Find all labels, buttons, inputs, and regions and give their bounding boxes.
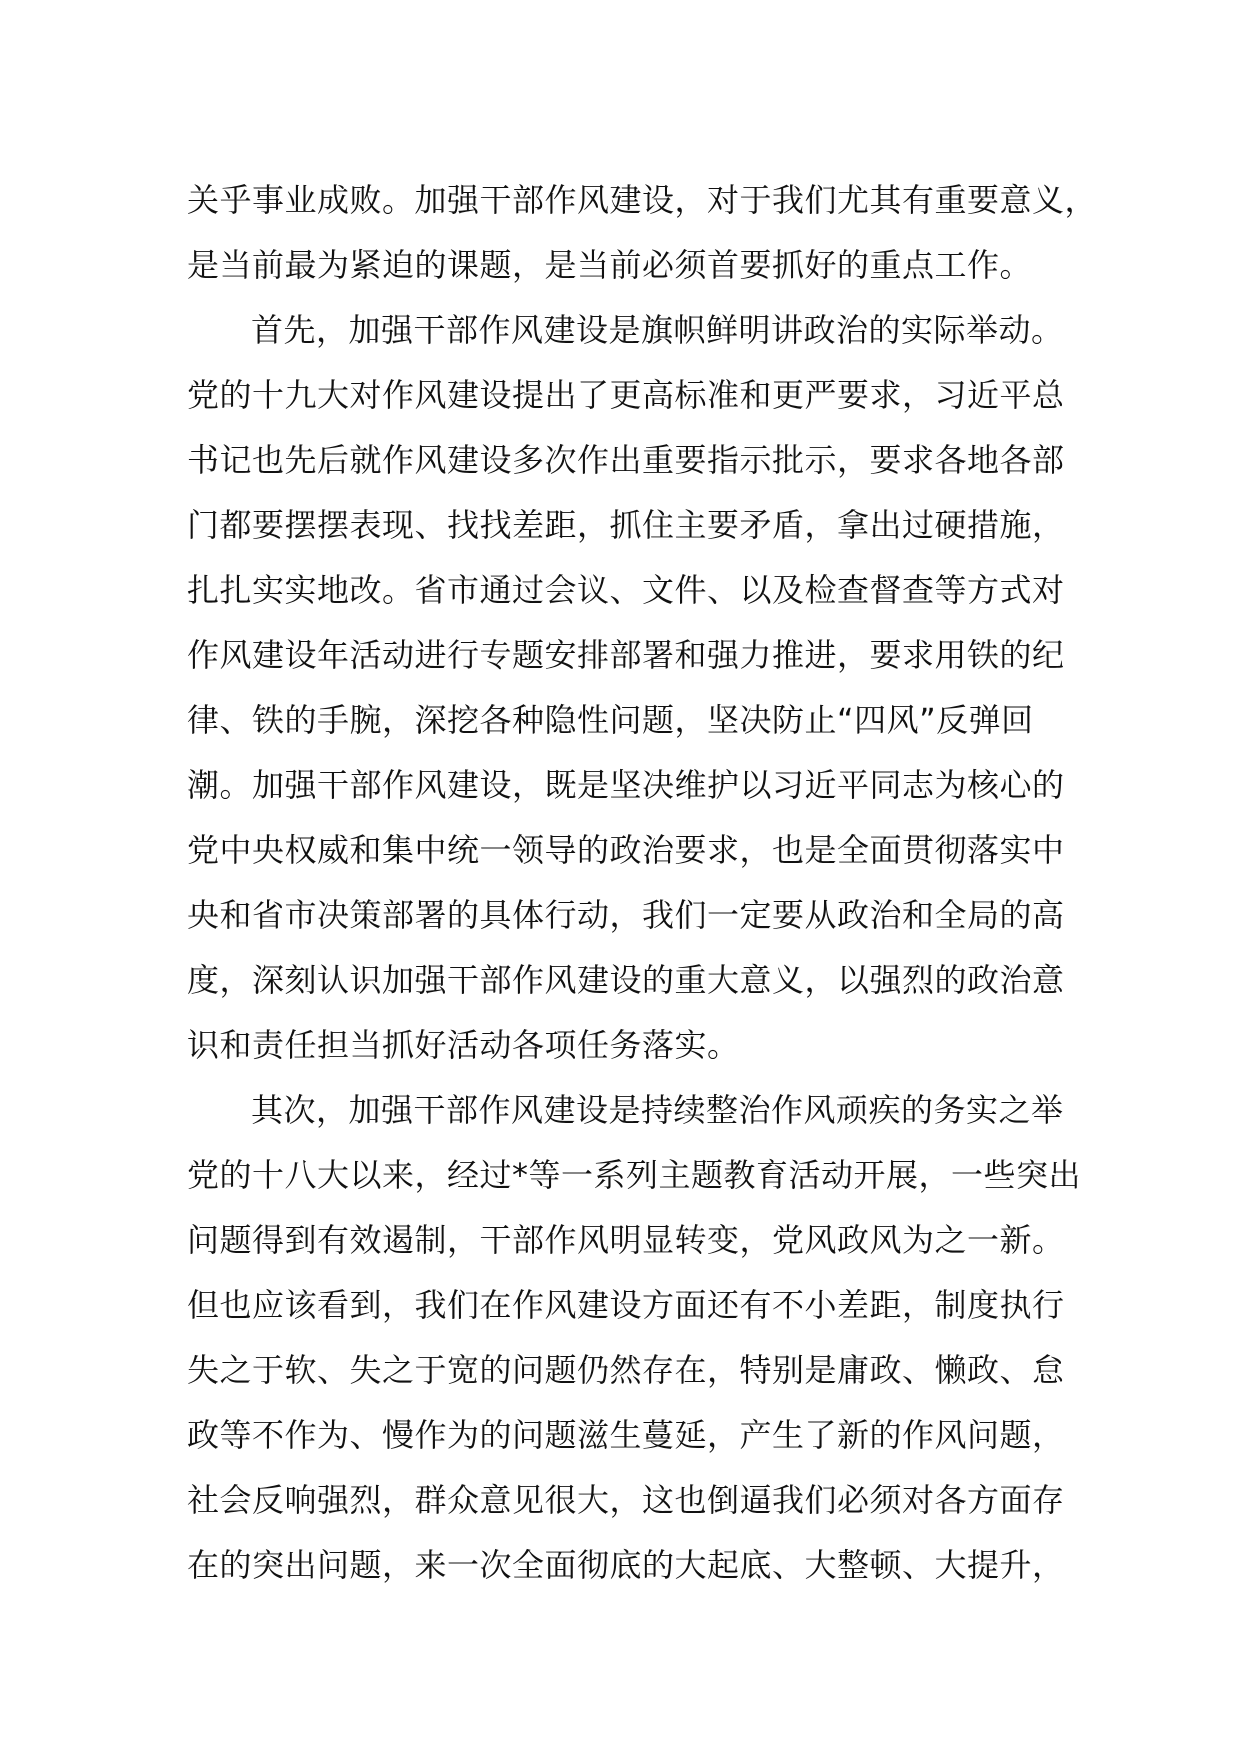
text-line: 失之于软、失之于宽的问题仍然存在，特别是庸政、懒政、怠 <box>187 1351 1065 1389</box>
text-line: 书记也先后就作风建设多次作出重要指示批示，要求各地各部 <box>187 441 1065 479</box>
text-line: 律、铁的手腕，深挖各种隐性问题，坚决防止“四风”反弹回 <box>187 701 1034 739</box>
text-line: 党中央权威和集中统一领导的政治要求，也是全面贯彻落实中 <box>187 831 1065 869</box>
text-line: 潮。加强干部作风建设，既是坚决维护以习近平同志为核心的 <box>187 766 1065 804</box>
text-line: 识和责任担当抓好活动各项任务落实。 <box>187 1026 740 1064</box>
text-line: 政等不作为、慢作为的问题滋生蔓延，产生了新的作风问题， <box>187 1416 1065 1454</box>
text-line: 在的突出问题，来一次全面彻底的大起底、大整顿、大提升， <box>187 1546 1065 1584</box>
text-line: 问题得到有效遏制，干部作风明显转变，党风政风为之一新。 <box>187 1221 1065 1259</box>
document-body <box>187 168 1098 1598</box>
text-line: 关乎事业成败。加强干部作风建设，对于我们尤其有重要意义， <box>187 181 1098 219</box>
text-line: 门都要摆摆表现、找找差距，抓住主要矛盾，拿出过硬措施， <box>187 506 1065 544</box>
text-line: 度，深刻认识加强干部作风建设的重大意义，以强烈的政治意 <box>187 961 1065 999</box>
paragraph-first-line: 首先，加强干部作风建设是旗帜鲜明讲政治的实际举动。 <box>251 311 1064 349</box>
text-line: 党的十八大以来，经过*等一系列主题教育活动开展，一些突出 <box>187 1156 1082 1194</box>
text-line: 央和省市决策部署的具体行动，我们一定要从政治和全局的高 <box>187 896 1065 934</box>
text-line: 党的十九大对作风建设提出了更高标准和更严要求，习近平总 <box>187 376 1065 414</box>
text-line: 是当前最为紧迫的课题，是当前必须首要抓好的重点工作。 <box>187 246 1033 284</box>
text-line: 作风建设年活动进行专题安排部署和强力推进，要求用铁的纪 <box>187 636 1065 674</box>
paragraph-first-line: 其次，加强干部作风建设是持续整治作风顽疾的务实之举 <box>251 1091 1064 1129</box>
text-line: 扎扎实实地改。省市通过会议、文件、以及检查督查等方式对 <box>187 571 1065 609</box>
text-line: 但也应该看到，我们在作风建设方面还有不小差距，制度执行 <box>187 1286 1065 1324</box>
text-line: 社会反响强烈，群众意见很大，这也倒逼我们必须对各方面存 <box>187 1481 1065 1519</box>
